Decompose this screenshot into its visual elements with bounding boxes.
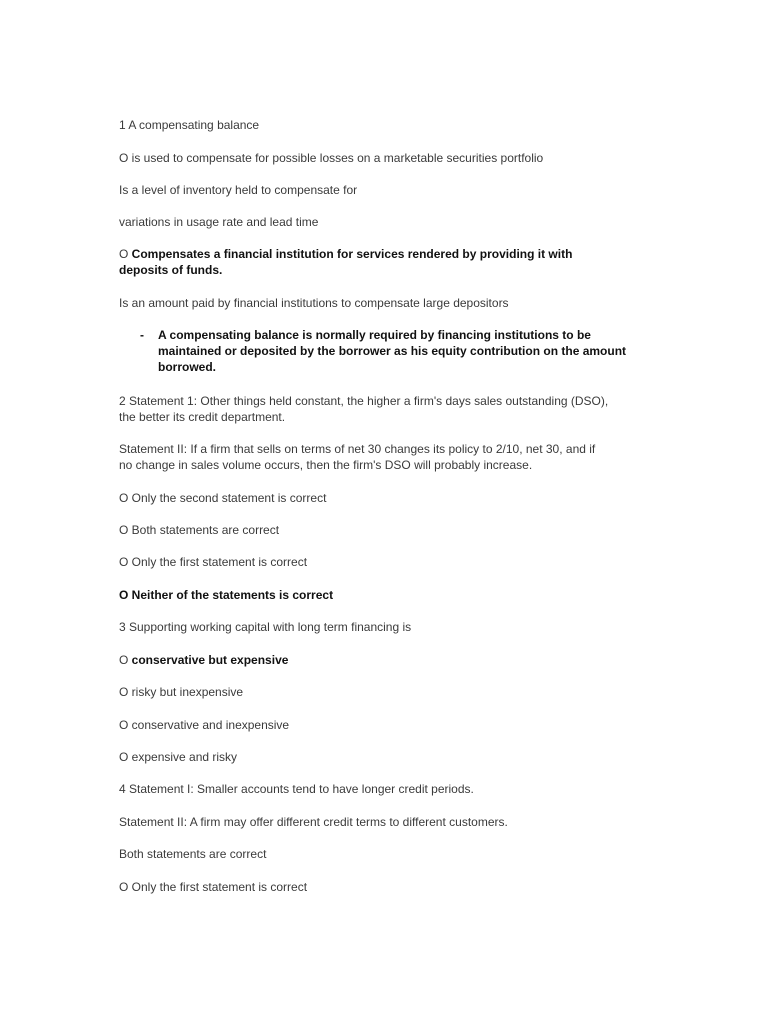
q2-statement-2: Statement II: If a firm that sells on terms of net 30 changes its policy to 2/10, net 30, and if no change in sales volume occurs, then the firm's DSO will probably increase. [119,442,596,472]
q1-option-c-marker: O [119,247,132,261]
q3-option-b: O risky but inexpensive [119,685,244,699]
q3-option-d: O expensive and risky [119,750,238,764]
q2-option-b: O Both statements are correct [119,523,280,537]
q3-option-a-answer: conservative but expensive [131,653,289,667]
q4-option-a: Both statements are correct [119,847,267,861]
q1-option-b-line2: variations in usage rate and lead time [119,215,319,229]
q1-option-d: Is an amount paid by financial institutions to compensate large depositors [119,296,509,310]
bullet-dash: - [140,328,144,342]
q1-option-c [119,246,589,278]
q1-explanation-text: A compensating balance is normally required by financing institutions to be maintained or deposited by the borrower as his equity contribution on the amount borrowed. [158,328,627,374]
q3-question: 3 Supporting working capital with long term financing is [119,620,412,634]
q1-option-b-line1: Is a level of inventory held to compensate for [119,183,358,197]
q4-option-b: O Only the first statement is correct [119,880,308,894]
q1-explanation [119,327,633,375]
q4-statement-2: Statement II: A firm may offer different credit terms to different customers. [119,815,508,829]
q2-option-a: O Only the second statement is correct [119,491,327,505]
q1-question: 1 A compensating balance [119,118,260,132]
q3-option-c: O conservative and inexpensive [119,718,290,732]
q3-option-a-marker: O [119,653,132,667]
q1-option-c-answer: Compensates a financial institution for services rendered by providing it with deposits of funds. [119,247,573,277]
q2-statement-1: 2 Statement 1: Other things held constant, the higher a firm's days sales outstanding (DSO), the better its credit department. [119,394,609,424]
q2-option-c: O Only the first statement is correct [119,555,308,569]
q1-option-a: O is used to compensate for possible losses on a marketable securities portfolio [119,151,544,165]
q2-option-d-answer: O Neither of the statements is correct [119,588,334,602]
q3-option-a [119,652,288,668]
q4-statement-1: 4 Statement I: Smaller accounts tend to have longer credit periods. [119,782,474,796]
